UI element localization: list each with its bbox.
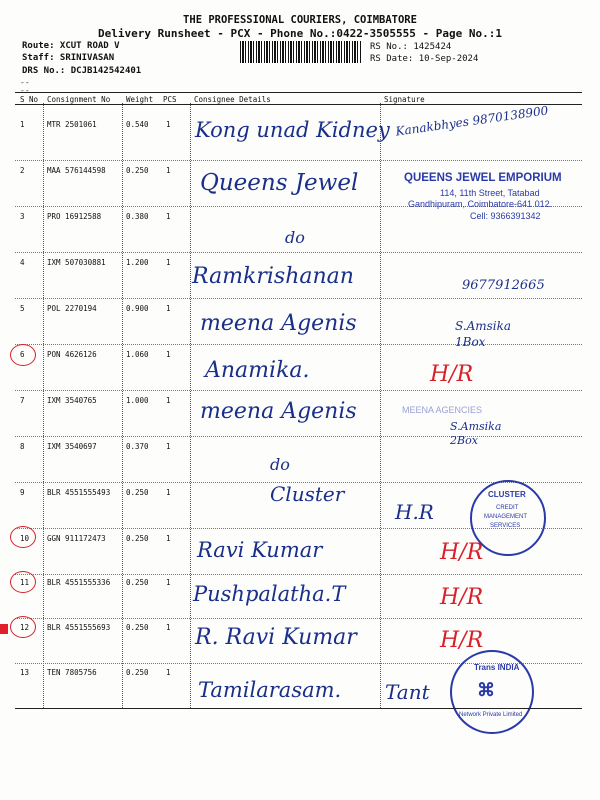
row-wt: 0.370 <box>126 442 149 451</box>
hw-signature: S.Amsika 2Box <box>450 420 502 447</box>
row-wt: 0.250 <box>126 488 149 497</box>
row-pcs: 1 <box>166 166 171 175</box>
row-sno: 5 <box>20 304 25 313</box>
cluster-stamp-text: CLUSTER <box>488 490 526 499</box>
row-sno: 3 <box>20 212 25 221</box>
hr-mark: H/R <box>440 628 484 653</box>
red-tab-marker <box>0 624 8 634</box>
row-sno: 10 <box>20 534 30 543</box>
hw-consignee: Ravi Kumar <box>197 538 323 562</box>
hw-consignee: Queens Jewel <box>200 170 359 196</box>
row-sno: 2 <box>20 166 25 175</box>
row-wt: 0.250 <box>126 534 149 543</box>
row-pcs: 1 <box>166 396 171 405</box>
hr-mark: H/R <box>440 540 484 565</box>
row-pcs: 1 <box>166 534 171 543</box>
row-wt: 0.900 <box>126 304 149 313</box>
row-sno: 8 <box>20 442 25 451</box>
separator-dashes: -- <box>20 78 30 87</box>
hw-signature: H.R <box>395 500 434 524</box>
row-cn: PRO 16912588 <box>47 212 102 221</box>
row-wt: 0.250 <box>126 166 149 175</box>
hw-consignee: do <box>285 228 305 247</box>
row-wt: 1.000 <box>126 396 149 405</box>
hw-consignee: Anamika. <box>205 358 310 383</box>
row-divider <box>15 618 582 619</box>
margin-circle <box>10 571 36 593</box>
staff: Staff: SRINIVASAN <box>22 53 115 63</box>
route: Route: XCUT ROAD V <box>22 41 120 51</box>
margin-circle <box>10 526 36 548</box>
hr-mark: H/R <box>430 362 474 387</box>
row-pcs: 1 <box>166 623 171 632</box>
row-sno: 6 <box>20 350 25 359</box>
row-pcs: 1 <box>166 304 171 313</box>
row-sno: 12 <box>20 623 30 632</box>
row-pcs: 1 <box>166 442 171 451</box>
row-wt: 0.540 <box>126 120 149 129</box>
hw-consignee: do <box>270 455 290 474</box>
row-wt: 0.250 <box>126 578 149 587</box>
queens-stamp-addr: 114, 11th Street, Tatabad <box>440 188 540 198</box>
row-cn: MAA 576144598 <box>47 166 106 175</box>
row-pcs: 1 <box>166 350 171 359</box>
hw-consignee: Tamilarasam. <box>198 678 342 702</box>
col-consignment-header: Consignment No <box>47 95 111 104</box>
row-wt: 0.380 <box>126 212 149 221</box>
row-cn: IXM 3540765 <box>47 396 97 405</box>
barcode <box>240 41 362 63</box>
row-sno: 13 <box>20 668 30 677</box>
transindia-stamp-text: Trans INDIA <box>474 663 520 672</box>
row-divider <box>15 574 582 575</box>
row-cn: MTR 2501061 <box>47 120 97 129</box>
row-divider <box>15 390 582 391</box>
row-cn: IXM 507030881 <box>47 258 106 267</box>
col-weight-header: Weight <box>126 95 154 104</box>
row-wt: 0.250 <box>126 668 149 677</box>
transindia-logo: ⌘ <box>477 680 495 700</box>
margin-circle <box>10 344 36 366</box>
hw-consignee: meena Agenis <box>200 399 357 424</box>
margin-circle <box>10 616 36 638</box>
company-name: THE PROFESSIONAL COURIERS, COIMBATORE <box>183 14 417 26</box>
cluster-stamp-text: MANAGEMENT <box>484 514 528 520</box>
row-cn: BLR 4551555336 <box>47 578 111 587</box>
col-pcs-header: PCS <box>163 95 177 104</box>
footer-rule <box>15 708 582 709</box>
rs-number: RS No.: 1425424 <box>370 42 452 52</box>
hw-consignee: meena Agenis <box>200 311 357 336</box>
hr-mark: H/R <box>440 585 484 610</box>
row-divider <box>15 252 582 253</box>
row-cn: TEN 7805756 <box>47 668 97 677</box>
runsheet-title: Delivery Runsheet - PCX - Phone No.:0422-3505555 - Page No.:1 <box>98 27 502 40</box>
hw-consignee: R. Ravi Kumar <box>195 625 357 650</box>
row-wt: 1.060 <box>126 350 149 359</box>
row-cn: POL 2270194 <box>47 304 97 313</box>
queens-stamp-name: QUEENS JEWEL EMPORIUM <box>404 172 562 184</box>
hw-signature: S.Amsika 1Box <box>455 319 512 349</box>
row-sno: 1 <box>20 120 25 129</box>
separator-dashes: -- <box>20 86 30 95</box>
row-cn: PON 4626126 <box>47 350 97 359</box>
row-wt: 1.200 <box>126 258 149 267</box>
row-pcs: 1 <box>166 578 171 587</box>
drs-number: DRS No.: DCJB142542401 <box>22 66 142 76</box>
row-sno: 7 <box>20 396 25 405</box>
header-rule-top <box>15 92 582 93</box>
row-pcs: 1 <box>166 668 171 677</box>
hw-signature: Kanakbhyes 9870138900 <box>394 103 550 139</box>
row-cn: BLR 4551555693 <box>47 623 111 632</box>
row-pcs: 1 <box>166 120 171 129</box>
header-rule-bottom <box>15 104 582 105</box>
hw-consignee: Cluster <box>270 482 345 506</box>
row-sno: 9 <box>20 488 25 497</box>
hw-consignee: Pushpalatha.T <box>193 582 346 606</box>
row-pcs: 1 <box>166 258 171 267</box>
col-sno-header: S No <box>20 95 39 104</box>
cluster-stamp-text: SERVICES <box>490 523 521 529</box>
rs-date: RS Date: 10-Sep-2024 <box>370 54 479 64</box>
row-divider <box>15 160 582 161</box>
row-wt: 0.250 <box>126 623 149 632</box>
row-cn: GGN 911172473 <box>47 534 106 543</box>
col-consignee-header: Consignee Details <box>194 95 271 104</box>
meena-stamp: MEENA AGENCIES <box>402 405 483 415</box>
row-cn: IXM 3540697 <box>47 442 97 451</box>
hw-consignee: Kong unad Kidney <box>195 118 390 142</box>
cluster-stamp-text: CREDIT <box>496 505 519 511</box>
hw-signature: 9677912665 <box>462 278 545 293</box>
transindia-stamp-text: Network Private Limited <box>459 712 523 718</box>
row-sno: 4 <box>20 258 25 267</box>
row-sno: 11 <box>20 578 30 587</box>
queens-stamp-cell: Cell: 9366391342 <box>470 211 541 221</box>
row-cn: BLR 4551555493 <box>47 488 111 497</box>
col-signature-header: Signature <box>384 95 425 104</box>
hw-consignee: Ramkrishanan <box>192 264 354 289</box>
row-pcs: 1 <box>166 212 171 221</box>
hw-signature: Tant <box>385 680 430 704</box>
queens-stamp-addr: Gandhipuram, Coimbatore-641 012. <box>408 199 553 209</box>
row-pcs: 1 <box>166 488 171 497</box>
row-divider <box>15 298 582 299</box>
